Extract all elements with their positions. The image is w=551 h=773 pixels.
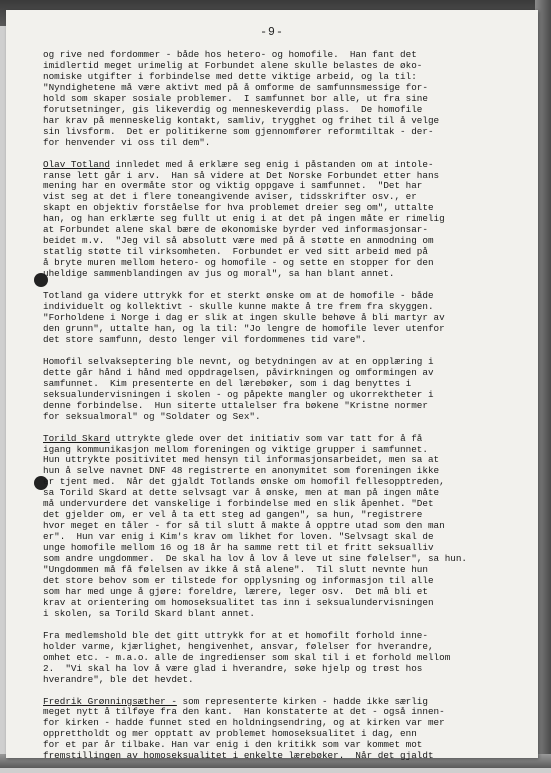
text-line: at Forbundet alene skal bære de økonomiske byrder ved informasjonsar-: [43, 225, 428, 236]
paragraph-first-line: [43, 697, 511, 708]
speaker-name: Fredrik Grønningsæther -: [43, 696, 177, 707]
paragraph: [43, 434, 511, 620]
text-line: mening har en overmåte stor og viktig oppgave i samfunnet. "Det har: [43, 181, 423, 192]
text-line: hun å selve navnet DNF 48 registrerte en anonymitet som foreningen ikke: [43, 466, 440, 477]
speaker-name: Torild Skard: [43, 433, 110, 444]
text-line: sin livsform. Det er politikerne som gjennomfører reformtiltak - der-: [43, 126, 434, 137]
text-line: for henvender vi oss til dem".: [43, 137, 211, 148]
paragraph-first-line: [43, 434, 511, 445]
text-line: og rive ned fordommer - både hos hetero- og homofile. Han fant det: [43, 50, 417, 60]
text-line: skapt en objektiv forståelse for hva problemet dreier seg om", uttalte: [43, 203, 434, 214]
text-line: ranse lett går i arv. Han så videre at Det Norske Forbundet etter hans: [43, 170, 440, 181]
text-line: meget nytt å tilføye fra den kant. Han konstaterte at det - også innen-: [43, 707, 445, 718]
text-line: å bryte muren mellom hetero- og homofile - og sette en stopper for den: [43, 258, 434, 269]
text-line: den grunn", uttalte han, og la til: "Jo lengre de homofile lever utenfor: [43, 323, 445, 334]
text-line: uttrykte glede over det initiativ som var tatt for å få: [109, 433, 423, 444]
document-page: [6, 10, 538, 762]
speaker-name: Olav Totland: [43, 159, 110, 170]
text-line: "Nyndighetene må være aktivt med på å omforme de samfunnsmessige for-: [43, 82, 428, 93]
text-line: er". Hun var enig i Kim's krav om likhet for loven. "Selvsagt skal de: [43, 532, 434, 543]
text-line: det store samfunn, desto lenger vil fordommenes tid vare".: [43, 334, 367, 345]
text-line: holder varme, kjærlighet, hengivenhet, ansvar, følelser for hverandre,: [43, 641, 434, 652]
text-line: som har med unge å gjøre: foreldre, lærere, leger osv. Det må bli et: [43, 586, 428, 597]
document-body: [43, 50, 511, 773]
text-line: hvor meget en tåler - for så til slutt å makte å opptre utad som den man: [43, 521, 445, 532]
text-line: Fra medlemshold ble det gitt uttrykk for at et homofilt forhold inne-: [43, 630, 428, 641]
text-line: er tjent med. Når det gjaldt Totlands ønske om homofil fellesopptreden,: [43, 477, 445, 488]
text-line: igang kommunikasjon mellom foreningen og viktige grupper i samfunnet.: [43, 444, 428, 455]
text-line: "Ungdommen må få følelsen av ikke å stå alene". Til slutt nevnte hun: [43, 564, 428, 575]
text-line: opprettholdt og mer opptatt av problemet homoseksualitet i dag, enn: [43, 729, 417, 740]
text-line: for seksualmoral" og "Soldater og Sex".: [43, 411, 261, 422]
text-line: Totland ga videre uttrykk for et sterkt ønske om at de homofile - både: [43, 291, 434, 302]
text-line: Hun uttrykte positivitet med hensyn til informasjonsarbeidet, men sa at: [43, 455, 440, 466]
text-line: fremstillingen av homoseksualitet i enkelte lærebøker. Når det gjaldt: [43, 751, 434, 762]
text-line: i skolen, sa Torild Skard blant annet.: [43, 608, 256, 619]
paragraph: [43, 697, 511, 763]
text-line: må undervurdere det vanskelige i forbindelse med en slik åpenhet. "Det: [43, 499, 434, 510]
text-line: dette går hånd i hånd med oppdragelsen, påvirkningen og omformingen av: [43, 367, 434, 378]
text-line: vist seg at det i flere toneangivende aviser, tidsskrifter osv., er: [43, 192, 417, 203]
text-line: hverandre", ble det hevdet.: [43, 674, 194, 685]
text-line: nomiske utgifter i forbindelse med dette viktige arbeid, og la til:: [43, 71, 417, 82]
text-line: det store behov som er tilstede for opplysning og informasjon til alle: [43, 575, 434, 586]
text-line: statlig støtte til virksomheten. Forbundet er ved sitt arbeid med på: [43, 247, 428, 258]
text-line: samfunnet. Kim presenterte en del lærebøker, som i dag benyttes i: [43, 378, 412, 389]
text-line: Homofil selvaksepte​ring ble nevnt, og betydningen av at en opplæring i: [43, 356, 434, 367]
text-line: uheldige sammenblandingen av jus og moral", sa han blant annet.: [43, 269, 395, 280]
text-line: denne forbindelse. Hun siterte uttalelser fra bøkene "Kristne normer: [43, 400, 428, 411]
paragraph: [43, 357, 511, 423]
text-line: innledet med å erklære seg enig i påstanden om at intole-: [109, 159, 434, 170]
text-line: beidet m.v. "Jeg vil så absolutt være med på å støtte en anmodning om: [43, 236, 434, 247]
text-line: imidlertid meget urimelig at Forbundet alene skulle belastes de øko-: [43, 60, 423, 71]
text-line: unge homofile mellom 16 og 18 år ha samme rett til et fritt seksualliv: [43, 543, 434, 554]
text-line: "Forholdene i Norge i dag er slik at ingen skulle behøve å bli martyr av: [43, 312, 445, 323]
text-line: for et par år tilbake. Han var enig i den kritikk som var kommet mot: [43, 740, 423, 751]
text-line: for kirken - hadde funnet sted en holdningsendring, og at kirken var mer: [43, 718, 445, 729]
text-line: sa Torild Skard at dette selvsagt var å ønske, men at man på ingen måte: [43, 488, 440, 499]
page-number: -9-: [260, 26, 284, 39]
paragraph-first-line: [43, 160, 511, 171]
text-line: som representerte kirken - hadde ikke særlig: [176, 696, 428, 707]
paragraph: [43, 160, 511, 280]
text-line: forutsetninger, gis likeverdig og menneskeverdig plass. De homofile: [43, 104, 423, 115]
text-line: krav at orientering om homoseksualitet tas inn i seksualundervisningen: [43, 597, 434, 608]
text-line: han, og han erklærte seg fullt ut enig i at det på ingen måte er rimelig: [43, 214, 445, 225]
paragraph: [43, 50, 511, 149]
paragraph: [43, 631, 511, 686]
text-line: seksualundervisningen i skolen - og påpekte mangler og ukorrektheter i: [43, 389, 434, 400]
paragraph: [43, 291, 511, 346]
text-line: 2. "Vi skal ha lov å være glad i hverandre, søke hjelp og trøst hos: [43, 663, 423, 674]
text-line: som andre ungdommer. De skal ha lov å lov å leve ut sine følelser", sa hun.: [43, 554, 468, 565]
text-line: hold som skaper sosiale problemer. I samfunnet bor alle, ut fra sine: [43, 93, 428, 104]
text-line: det gjelder om, er vel å ta ett steg ad gangen", sa hun, "registrere: [43, 510, 423, 521]
text-line: har krav på menneskelig kontakt, samliv, trygghet og frihet til å velge: [43, 115, 440, 126]
text-line: omhet etc. - m.a.o. alle de ingredienser som skal til i et forhold mellom: [43, 652, 451, 663]
text-line: individuelt og kollektivt - skulle kunne makte å tre frem fra skyggen.: [43, 302, 434, 313]
